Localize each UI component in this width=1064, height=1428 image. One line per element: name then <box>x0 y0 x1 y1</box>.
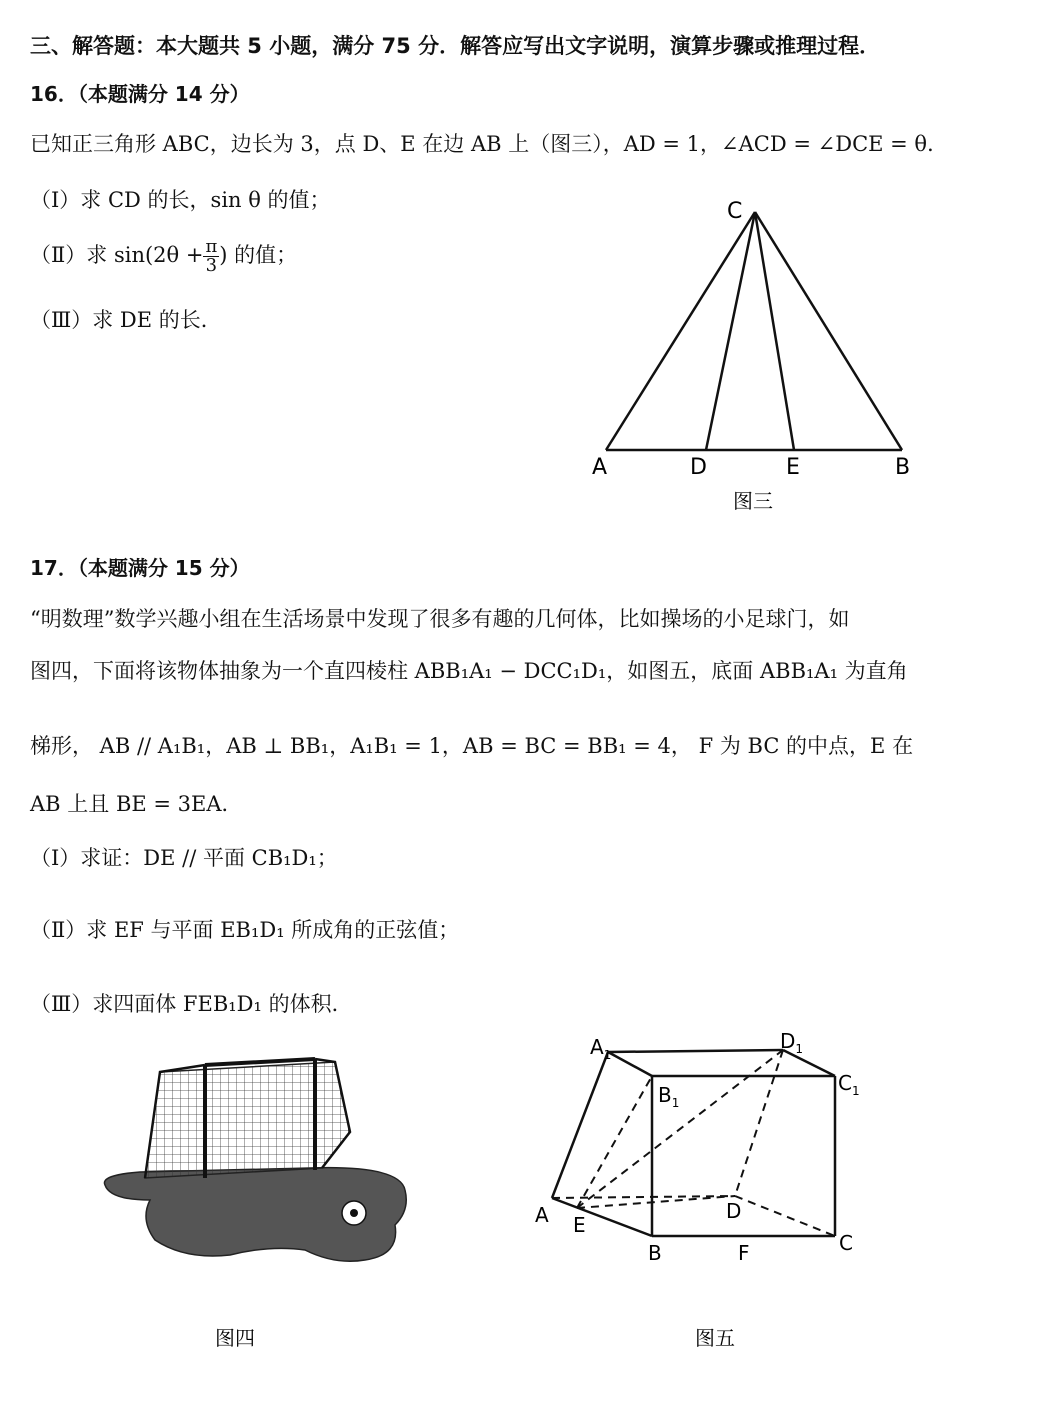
label-d: D <box>726 1199 742 1223</box>
label-b: B <box>648 1241 662 1265</box>
label-a1: $A_1$ <box>590 1035 612 1062</box>
hidden-edge-dc <box>735 1196 835 1236</box>
problem-17-q2: （Ⅱ）求 EF 与平面 EB₁D₁ 所成角的正弦值； <box>30 918 460 942</box>
edge-cb <box>755 212 902 450</box>
figure-5-caption: 图五 <box>695 1326 735 1350</box>
section-heading: 三、解答题：本大题共 5 小题，满分 75 分．解答应写出文字说明，演算步骤或推理过程． <box>30 34 881 58</box>
pi-over-3-fraction <box>203 238 219 275</box>
figure-5-prism <box>530 1029 870 1350</box>
label-c1: $C_1$ <box>838 1071 860 1098</box>
problem-17-q1: （Ⅰ）求证：DE // 平面 CB₁D₁； <box>30 846 338 870</box>
edge-aa1 <box>552 1052 608 1198</box>
problem-16-q3: （Ⅲ）求 DE 的长． <box>30 308 222 332</box>
problem-16-number: 16．（本题满分 14 分） <box>30 82 250 106</box>
figure-3-caption: 图三 <box>733 489 773 513</box>
problem-17-q3: （Ⅲ）求四面体 FEB₁D₁ 的体积． <box>30 992 353 1016</box>
label-b: B <box>895 455 911 480</box>
hidden-segment-ed1 <box>577 1050 783 1208</box>
hidden-edge-dd1 <box>735 1050 783 1196</box>
problem-17-number: 17．（本题满分 15 分） <box>30 556 250 580</box>
problem-17-line2: 图四，下面将该物体抽象为一个直四棱柱 ABB₁A₁ − DCC₁D₁，如图五，底面 ABB₁A₁ 为直角 <box>30 659 908 683</box>
problem-17-line1: “明数理”数学兴趣小组在生活场景中发现了很多有趣的几何体，比如操场的小足球门，如 <box>30 607 850 631</box>
goal-net <box>145 1062 350 1178</box>
edge-d1c1 <box>783 1050 835 1076</box>
figure-4-soccer-goal <box>100 1050 420 1350</box>
figure-3-triangle <box>580 190 930 520</box>
label-d1: $D_1$ <box>780 1029 804 1056</box>
problem-16-q1: （Ⅰ）求 CD 的长，sin θ 的值； <box>30 188 331 212</box>
figure-4-caption: 图四 <box>215 1326 255 1350</box>
label-a: A <box>592 455 608 480</box>
label-b1: $B_1$ <box>658 1083 680 1110</box>
hidden-segment-eb1 <box>577 1076 652 1208</box>
label-f: F <box>738 1241 750 1265</box>
edge-a1b1 <box>608 1052 652 1076</box>
problem-17-line4: AB 上且 BE = 3EA． <box>30 792 243 816</box>
problem-16-stem: 已知正三角形 ABC，边长为 3，点 D、E 在边 AB 上（图三），AD = 1，∠ACD = ∠DCE = θ． <box>30 132 949 156</box>
label-d: D <box>690 455 707 480</box>
problem-16-q2-before: （Ⅱ）求 sin(2θ + <box>30 243 204 267</box>
fraction-numerator: π <box>205 236 218 257</box>
edge-a1d1 <box>608 1050 783 1052</box>
edge-ca <box>606 212 755 450</box>
ball-patch <box>350 1209 358 1217</box>
segment-cd <box>706 212 755 450</box>
label-e: E <box>786 455 800 480</box>
fraction-denominator: 3 <box>205 255 218 276</box>
problem-17-line3: 梯形， AB // A₁B₁，AB ⊥ BB₁，A₁B₁ = 1，AB = BC = BB₁ = 4， F 为 BC 的中点，E 在 <box>30 734 914 758</box>
label-a: A <box>535 1203 549 1227</box>
problem-16-q2-after: ) 的值； <box>219 243 298 267</box>
label-c: C <box>727 199 743 224</box>
problem-16-q2 <box>30 238 297 275</box>
label-c: C <box>839 1231 853 1255</box>
label-e: E <box>573 1213 586 1237</box>
segment-ce <box>755 212 794 450</box>
